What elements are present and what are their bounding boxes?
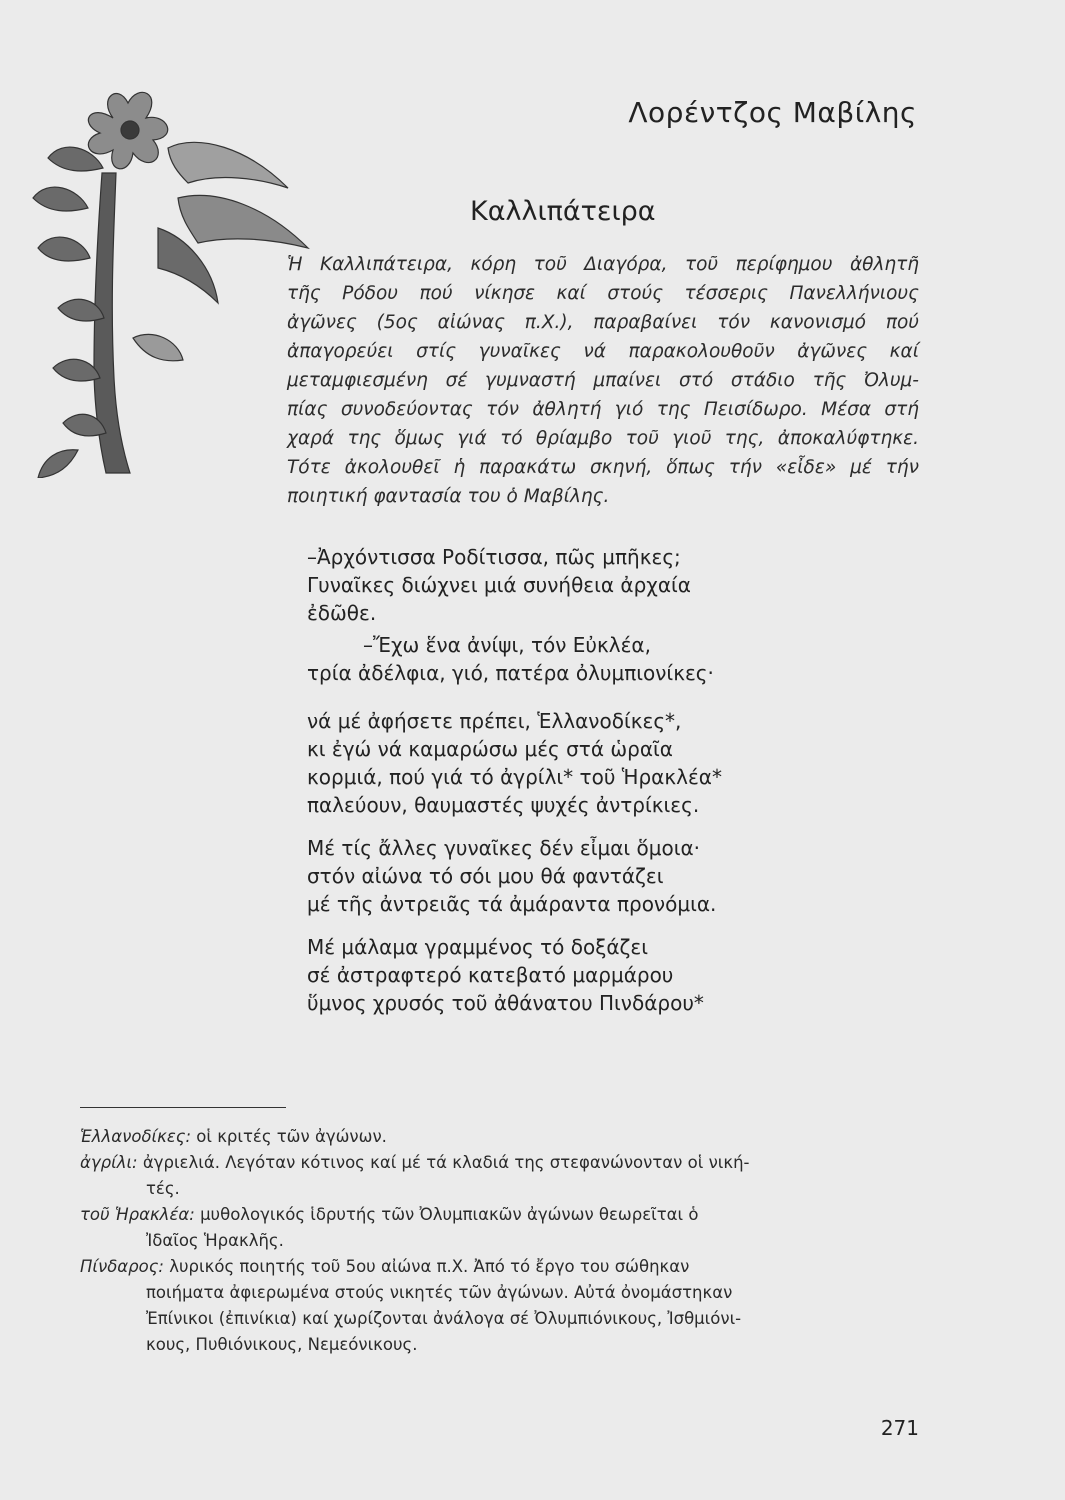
poem-verse: Γυναῖκες διώχνει μιά συνήθεια ἀρχαία [307,573,691,597]
poem-verse: στόν αἰώνα τό σόι μου θά φαντάζει [307,864,664,888]
poem-verse: –Ἔχω ἕνα ἀνίψι, τόν Εὐκλέα, [363,633,651,657]
poem-verse: ὕμνος χρυσός τοῦ ἀθάνατου Πινδάρου* [307,991,704,1015]
footnote-text: Ἐπίνικοι (ἐπινίκια) καί χωρίζονται ἀνάλογα σέ Ὀλυμπιόνικους, Ἰσθμιόνι- [146,1309,742,1328]
poem-stanza [307,543,867,627]
footnote-text: ἀγριελιά. Λεγόταν κότινος καί μέ τά κλαδιά της στεφανώνονταν οἱ νική- [142,1153,750,1172]
floral-ornament [18,78,318,478]
poem-verse: –Ἀρχόντισσα Ροδίτισσα, πῶς μπῆκες; [307,545,681,569]
author-name: Λορέντζος Μαβίλης [628,96,917,129]
page-number: 271 [880,1416,919,1440]
poem-title: Καλλιπάτειρα [470,196,656,227]
poem-verse: Μέ τίς ἄλλες γυναῖκες δέν εἶμαι ὅμοια· [307,836,701,860]
footnote [80,1150,922,1202]
poem-verse: κι ἐγώ νά καμαρώσω μές στά ὡραῖα [307,737,673,761]
intro-line: μεταμφιεσμένη σέ γυμναστή μπαίνει στό στάδιο τῆς Ὀλυμ- [287,370,919,391]
poem-verse: σέ ἀστραφτερό κατεβατό μαρμάρου [307,963,674,987]
poem-stanza [307,834,867,918]
poem-verse: τρία ἀδέλφια, γιό, πατέρα ὀλυμπιονίκες· [307,661,714,685]
footnote-text: λυρικός ποιητής τοῦ 5ου αἰώνα π.Χ. Ἀπό τό ἔργο του σώθηκαν [169,1257,690,1276]
footnote-text: τές. [146,1179,180,1198]
intro-line: πίας συνοδεύοντας τόν ἀθλητή γιό της Πεισίδωρο. Μέσα στή [287,399,919,420]
intro-line: Τότε ἀκολουθεῖ ἡ παρακάτω σκηνή, ὅπως τήν «εἶδε» μέ τήν [287,457,919,478]
footnote-text: οἱ κριτές τῶν ἀγώνων. [196,1127,387,1146]
intro-line: ἀγῶνες (5ος αἰώνας π.Χ.), παραβαίνει τόν κανονισμό πού [287,312,919,333]
footnote-text: Ἰδαῖος Ἡρακλῆς. [146,1231,284,1250]
poem-verse: νά μέ ἀφήσετε πρέπει, Ἑλλανοδίκες*, [307,709,682,733]
footnote [80,1202,922,1254]
intro-line: ἀπαγορεύει στίς γυναῖκες νά παρακολουθοῦν ἀγῶνες καί [287,341,919,362]
footnote-term: τοῦ Ἡρακλέα: [80,1205,195,1224]
poem-body [307,543,867,1032]
intro-line: χαρά της ὅμως γιά τό θρίαμβο τοῦ γιοῦ της, ἀποκαλύφτηκε. [287,428,919,449]
poem-verse: ἐδῶθε. [307,601,377,625]
footnotes [80,1124,922,1358]
intro-line: Ἡ Καλλιπάτειρα, κόρη τοῦ Διαγόρα, τοῦ περίφημου ἀθλητῆ [287,254,919,275]
footnote-separator [80,1107,286,1108]
intro-paragraph [287,250,919,511]
footnote-term: Ἑλλανοδίκες: [80,1127,192,1146]
poem-verse: μέ τῆς ἀντρειᾶς τά ἀμάραντα προνόμια. [307,892,717,916]
poem-stanza [307,933,867,1017]
footnote-text: ποιήματα ἀφιερωμένα στούς νικητές τῶν ἀγώνων. Αὐτά ὀνομάστηκαν [146,1283,733,1302]
poem-stanza [307,707,867,819]
footnote-term: Πίνδαρος: [80,1257,164,1276]
poem-stanza [307,631,867,687]
footnote-term: ἀγρίλι: [80,1153,138,1172]
poem-verse: Μέ μάλαμα γραμμένος τό δοξάζει [307,935,648,959]
poem-verse: παλεύουν, θαυμαστές ψυχές ἀντρίκιες. [307,793,700,817]
intro-line: ποιητική φαντασία του ὁ Μαβίλης. [287,486,610,507]
footnote-text: μυθολογικός ἱδρυτής τῶν Ὀλυμπιακῶν ἀγώνων θεωρεῖται ὁ [200,1205,699,1224]
footnote [80,1254,922,1358]
footnote [80,1124,922,1150]
footnote-text: κους, Πυθιόνικους, Νεμεόνικους. [146,1335,418,1354]
intro-line: τῆς Ρόδου πού νίκησε καί στούς τέσσερις Πανελλήνιους [287,283,919,304]
poem-verse: κορμιά, πού γιά τό ἀγρίλι* τοῦ Ἡρακλέα* [307,765,722,789]
